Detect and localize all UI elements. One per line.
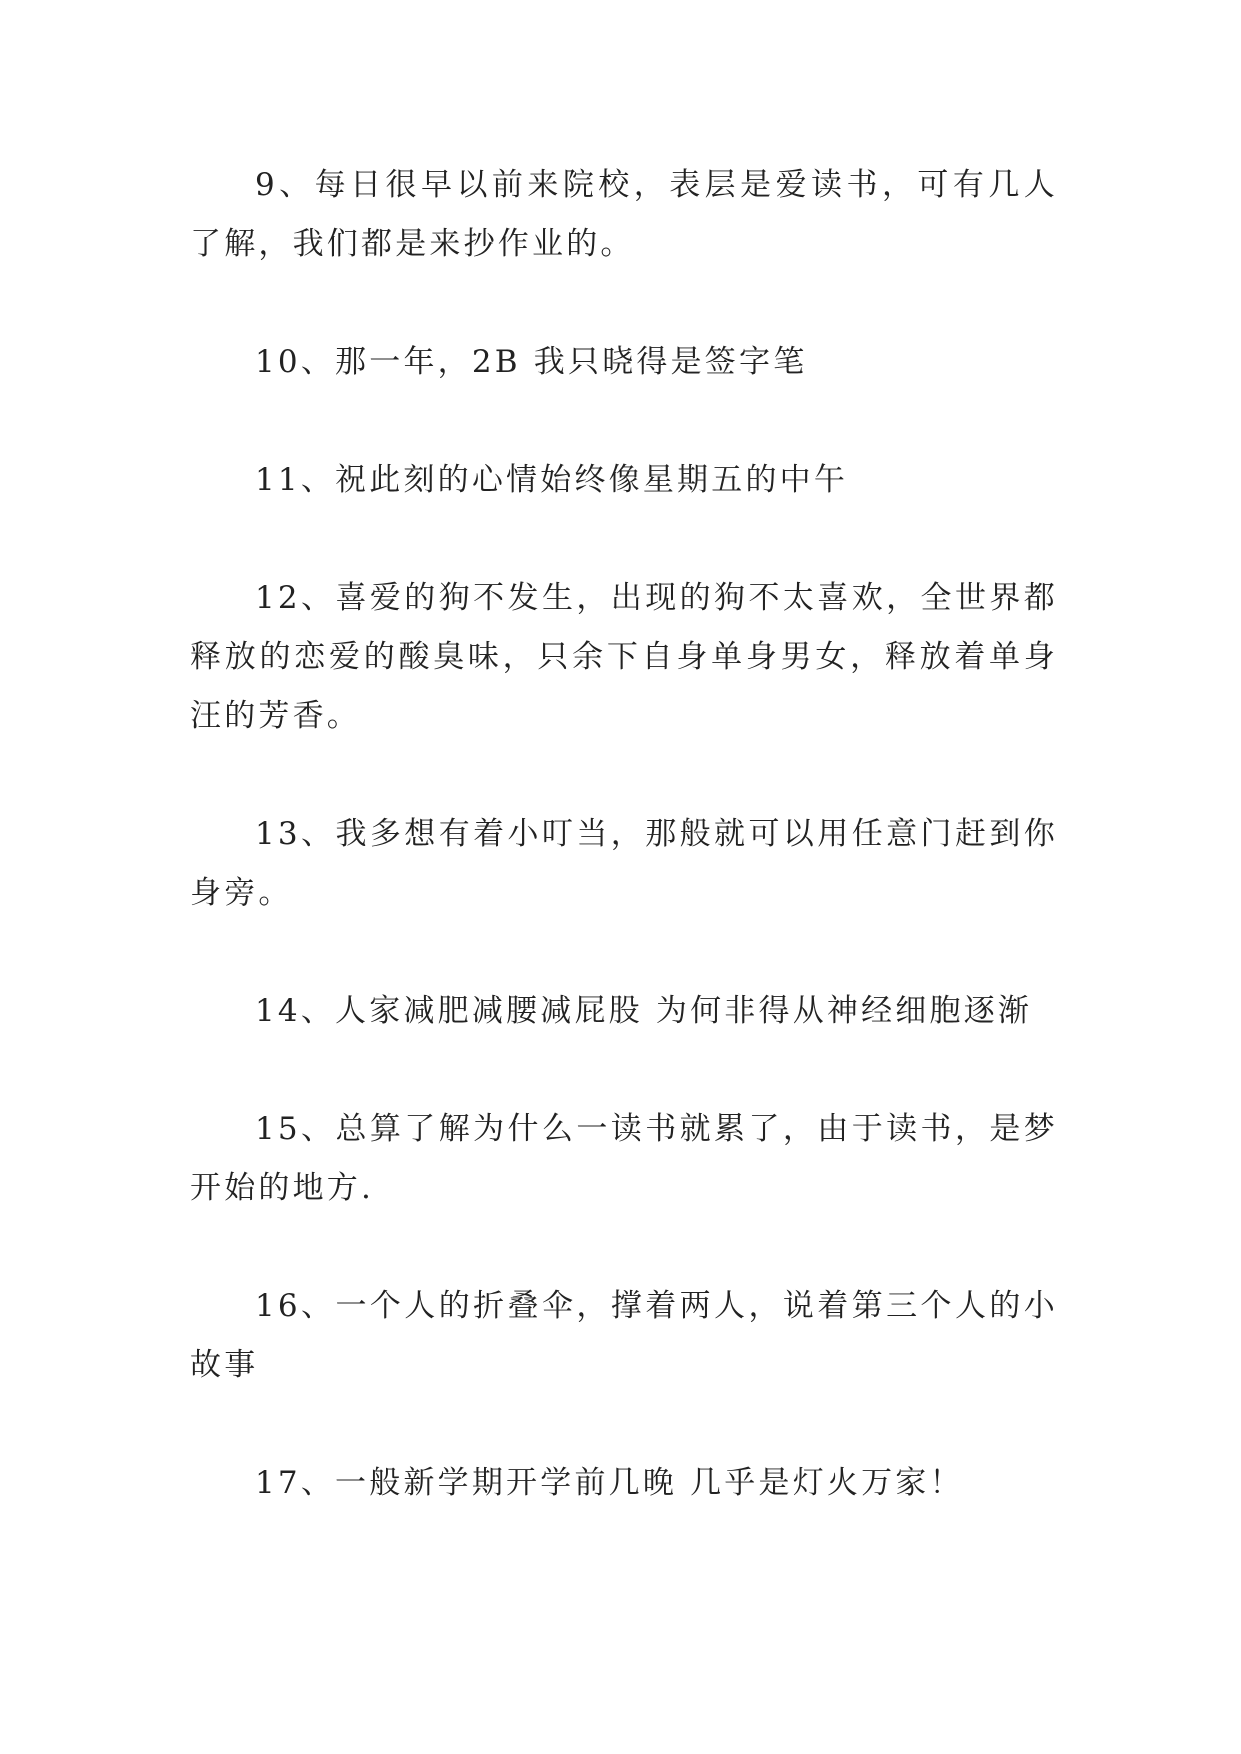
document-body [190,156,1058,1572]
paragraph-15: 15、总算了解为什么一读书就累了，由于读书，是梦开始的地方. [190,1111,1058,1206]
paragraph-16: 16、一个人的折叠伞，撑着两人，说着第三个人的小故事 [190,1288,1058,1383]
paragraph-12: 12、喜爱的狗不发生，出现的狗不太喜欢，全世界都释放的恋爱的酸臭味，只余下自身单身男女，释放着单身汪的芳香。 [190,580,1058,734]
paragraph-10: 10、那一年，2B 我只晓得是签字笔 [255,344,808,380]
paragraph-9: 9、每日很早以前来院校，表层是爱读书，可有几人了解，我们都是来抄作业的。 [190,167,1058,262]
paragraph-13: 13、我多想有着小叮当，那般就可以用任意门赶到你身旁。 [190,816,1058,911]
paragraph-17: 17、一般新学期开学前几晚 几乎是灯火万家！ [255,1465,964,1501]
paragraph-11: 11、祝此刻的心情始终像星期五的中午 [255,462,849,498]
paragraph-14: 14、人家减肥减腰减屁股 为何非得从神经细胞逐渐 [255,993,1033,1029]
